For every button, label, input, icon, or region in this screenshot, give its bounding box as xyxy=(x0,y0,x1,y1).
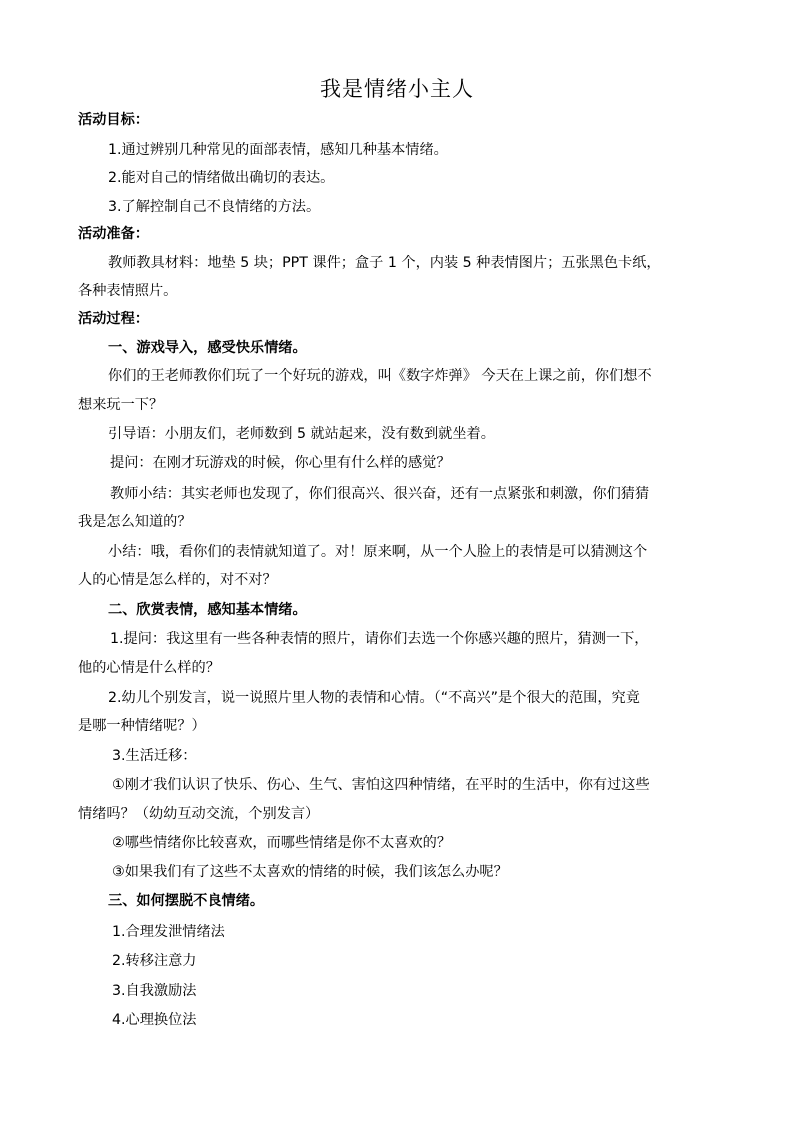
method-item-2: 2.转移注意力 xyxy=(112,953,197,969)
paragraph-line: 提问：在刚才玩游戏的时候，你心里有什么样的感觉？ xyxy=(110,455,451,471)
method-item-3: 3.自我激励法 xyxy=(112,983,197,999)
paragraph-line: 想来玩一下？ xyxy=(78,397,164,413)
paragraph-line: 3.生活迁移： xyxy=(112,748,197,764)
subheading-part-1: 一、游戏导入，感受快乐情绪。 xyxy=(108,340,307,356)
paragraph-line: 人的心情是怎么样的，对不对？ xyxy=(78,572,277,588)
preparation-text-line-2: 各种表情照片。 xyxy=(78,283,178,299)
section-heading-process: 活动过程： xyxy=(78,311,149,327)
paragraph-line: 1.提问：我这里有一些各种表情的照片，请你们去选一个你感兴趣的照片，猜测一下， xyxy=(110,631,649,647)
paragraph-line: ②哪些情绪你比较喜欢，而哪些情绪是你不太喜欢的？ xyxy=(112,835,452,851)
section-heading-preparation: 活动准备： xyxy=(78,226,149,242)
paragraph-line: 2.幼儿个别发言，说一说照片里人物的表情和心情。（“不高兴”是个很大的范围，究竟 xyxy=(108,690,640,706)
paragraph-line: 你们的王老师教你们玩了一个好玩的游戏，叫《数字炸弹》 今天在上课之前，你们想不 xyxy=(108,368,652,384)
method-item-1: 1.合理发泄情绪法 xyxy=(112,924,225,940)
method-item-4: 4.心理换位法 xyxy=(112,1012,197,1028)
goal-item-3: 3.了解控制自己不良情绪的方法。 xyxy=(108,199,321,215)
subheading-part-3: 三、如何摆脱不良情绪。 xyxy=(108,893,265,909)
paragraph-line: 我是怎么知道的？ xyxy=(78,514,192,530)
page-title: 我是情绪小主人 xyxy=(320,77,474,101)
section-heading-goals: 活动目标： xyxy=(78,112,149,128)
paragraph-line: 教师小结：其实老师也发现了，你们很高兴、很兴奋，还有一点紧张和刺激，你们猜猜 xyxy=(110,486,650,502)
paragraph-line: 他的心情是什么样的？ xyxy=(78,660,220,676)
subheading-part-2: 二、欣赏表情，感知基本情绪。 xyxy=(108,602,307,618)
paragraph-line: 情绪吗？（幼幼互动交流，个别发言） xyxy=(78,806,320,822)
goal-item-1: 1.通过辨别几种常见的面部表情，感知几种基本情绪。 xyxy=(108,142,448,158)
paragraph-line: 小结：哦，看你们的表情就知道了。对！原来啊，从一个人脸上的表情是可以猜测这个 xyxy=(108,544,648,560)
paragraph-line: ①刚才我们认识了快乐、伤心、生气、害怕这四种情绪，在平时的生活中，你有过这些 xyxy=(112,777,650,793)
preparation-text-line-1: 教师教具材料：地垫 5 块；PPT 课件；盒子 1 个，内装 5 种表情图片；五张黑色卡纸， xyxy=(108,255,661,271)
goal-item-2: 2.能对自己的情绪做出确切的表达。 xyxy=(108,170,335,186)
paragraph-line: 引导语：小朋友们，老师数到 5 就站起来，没有数到就坐着。 xyxy=(108,426,495,442)
paragraph-line: ③如果我们有了这些不太喜欢的情绪的时候，我们该怎么办呢？ xyxy=(112,864,508,880)
paragraph-line: 是哪一种情绪呢？） xyxy=(78,718,206,734)
